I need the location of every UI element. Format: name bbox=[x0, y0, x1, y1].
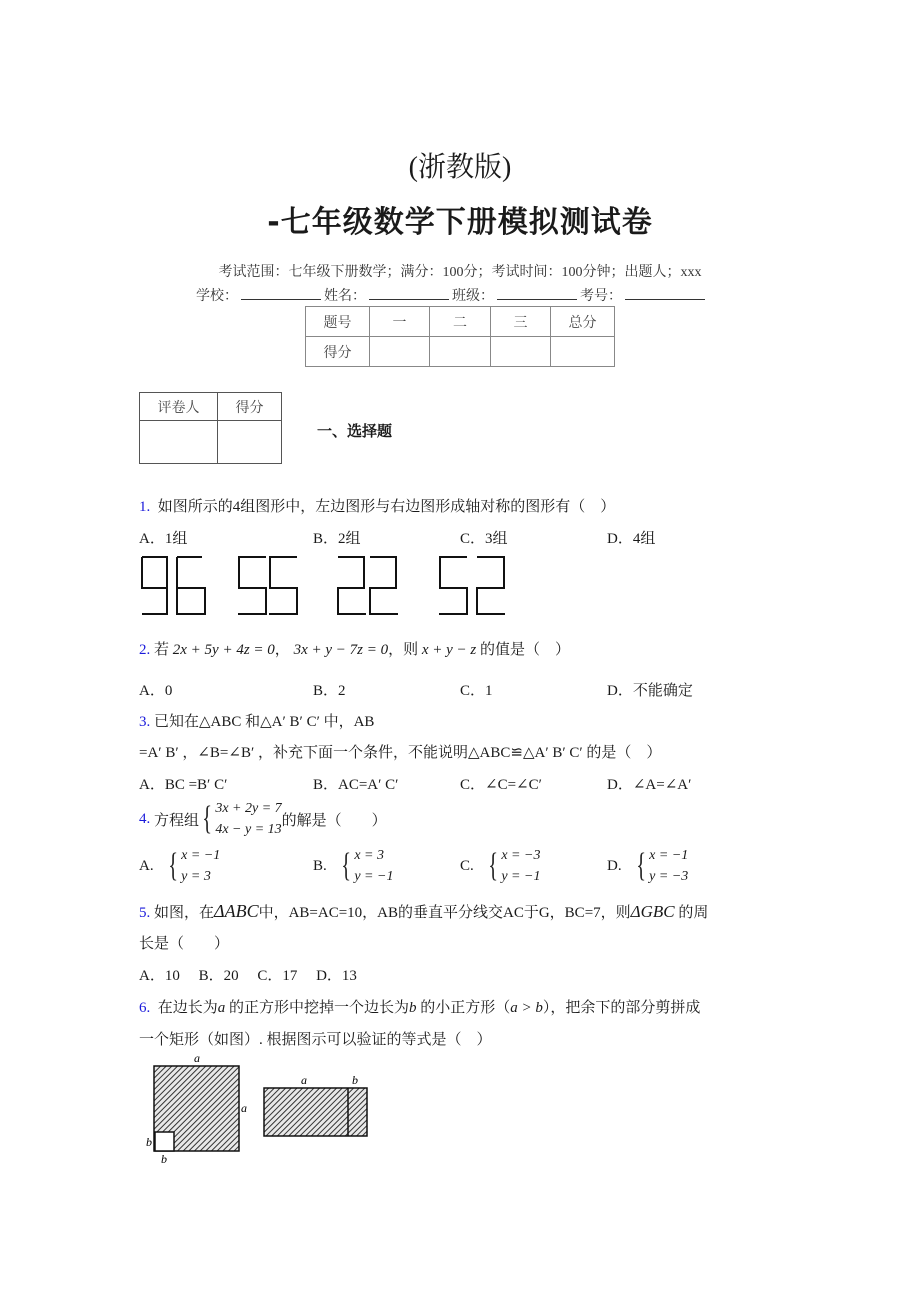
question-number: 1. bbox=[139, 499, 151, 515]
option-label: C. bbox=[460, 857, 474, 874]
left-brace-icon: { bbox=[636, 847, 646, 884]
q4-option-b[interactable] bbox=[313, 845, 393, 887]
question-text: 已知在△ABC 和△A′ B′ C′ 中，AB bbox=[154, 714, 375, 730]
score-header-cell: 题号 bbox=[306, 307, 370, 337]
question-text: 的解是（ ） bbox=[281, 812, 387, 829]
label-b-left: b bbox=[146, 1135, 152, 1149]
solution-x: x = −3 bbox=[501, 848, 541, 863]
class-blank[interactable] bbox=[497, 285, 577, 300]
solution-x: x = −1 bbox=[649, 848, 689, 863]
equation-2: 3x + y − 7z = 0 bbox=[293, 642, 389, 658]
solution-x: x = 3 bbox=[354, 848, 385, 863]
q3-option-b[interactable]: B．AC=A′ C′ bbox=[313, 777, 399, 793]
q2-option-d[interactable]: D．不能确定 bbox=[607, 683, 693, 699]
question-number: 4. bbox=[139, 810, 151, 827]
question-text: 如图所示的4组图形中，左边图形与右边图形成轴对称的图形有（ ） bbox=[157, 499, 616, 515]
label-a: a bbox=[301, 1073, 307, 1087]
question-text: 的小正方形（ bbox=[420, 1000, 511, 1016]
question-number: 3. bbox=[139, 714, 151, 730]
score-cell[interactable] bbox=[551, 337, 615, 367]
school-blank[interactable] bbox=[241, 285, 321, 300]
q6-figure bbox=[140, 1052, 380, 1167]
question-4 bbox=[139, 798, 387, 840]
score-cell[interactable] bbox=[430, 337, 491, 367]
solution-y: y = 3 bbox=[181, 869, 211, 884]
separator: ， bbox=[274, 642, 290, 658]
label-a-top: a bbox=[194, 1052, 200, 1065]
figure-pair-22 bbox=[338, 557, 398, 614]
left-brace-icon: { bbox=[202, 800, 213, 837]
glyph-2 bbox=[338, 557, 366, 614]
question-3-line-2: =A′ B′ ，∠B=∠B′ ，补充下面一个条件，不能说明△ABC≌△A′ B′ C′ 的是（ ） bbox=[139, 745, 662, 761]
glyph-2 bbox=[370, 557, 398, 614]
question-number: 6. bbox=[139, 1000, 151, 1016]
left-brace-icon: { bbox=[488, 847, 499, 884]
question-number: 5. bbox=[139, 905, 151, 921]
question-text: 方程组 bbox=[154, 812, 200, 829]
question-6 bbox=[139, 996, 700, 1017]
q5-options[interactable]: A．10 B．20 C．17 D．13 bbox=[139, 968, 357, 984]
expression: x + y − z bbox=[421, 642, 477, 658]
q2-option-a[interactable]: A．0 bbox=[139, 683, 173, 699]
solution-y: y = −1 bbox=[354, 869, 394, 884]
question-text: ，则 bbox=[388, 642, 419, 658]
grader-cell[interactable] bbox=[218, 421, 282, 464]
exam-number-label: 考号： bbox=[580, 289, 622, 304]
system-equation-1: 3x + 2y = 7 bbox=[215, 801, 282, 816]
grader-header-cell: 得分 bbox=[218, 393, 282, 421]
q2-option-c[interactable]: C．1 bbox=[460, 683, 493, 699]
solution-y: y = −1 bbox=[501, 869, 541, 884]
q4-option-c[interactable] bbox=[460, 845, 540, 887]
question-text: 的值是（ ） bbox=[480, 642, 571, 658]
score-header-cell: 二 bbox=[430, 307, 491, 337]
left-brace-icon: { bbox=[168, 847, 178, 884]
grader-header-cell: 评卷人 bbox=[140, 393, 218, 421]
q1-option-a[interactable]: A．1组 bbox=[139, 531, 188, 547]
grader-cell[interactable] bbox=[140, 421, 218, 464]
glyph-5 bbox=[439, 557, 467, 614]
exam-info-line: 考试范围：七年级下册数学；满分：100分；考试时间：100分钟；出题人；xxx bbox=[218, 265, 702, 280]
question-number: 2. bbox=[139, 642, 151, 658]
system-equation-2: 4x − y = 13 bbox=[215, 822, 282, 837]
question-5 bbox=[139, 901, 708, 922]
q4-option-d[interactable] bbox=[607, 845, 688, 887]
score-header-cell: 三 bbox=[491, 307, 551, 337]
glyph-2 bbox=[477, 557, 505, 614]
exam-number-blank[interactable] bbox=[625, 285, 705, 300]
question-2 bbox=[139, 638, 570, 659]
question-6-line-2: 一个矩形（如图）. 根据图示可以验证的等式是（ ） bbox=[139, 1032, 492, 1048]
q1-option-c[interactable]: C．3组 bbox=[460, 531, 508, 547]
question-5-line-2: 长是（ ） bbox=[139, 936, 230, 952]
score-cell[interactable] bbox=[491, 337, 551, 367]
label-b: b bbox=[352, 1073, 358, 1087]
glyph-5 bbox=[238, 557, 266, 614]
triangle-gbc: ΔGBC bbox=[630, 902, 675, 921]
school-label: 学校： bbox=[196, 289, 238, 304]
option-label: B. bbox=[313, 857, 327, 874]
question-text: 中，AB=AC=10，AB的垂直平分线交AC于G，BC=7，则 bbox=[258, 905, 631, 921]
question-text: 的正方形中挖掉一个边长为 bbox=[229, 1000, 410, 1016]
figure-pair-52 bbox=[439, 557, 505, 614]
rearranged-rectangle bbox=[264, 1073, 367, 1136]
condition: a > b bbox=[510, 1000, 543, 1016]
left-brace-icon: { bbox=[341, 847, 352, 884]
question-text: 在边长为 bbox=[157, 1000, 218, 1016]
name-label: 姓名： bbox=[324, 289, 366, 304]
student-fields bbox=[196, 285, 708, 305]
exam-title: -七年级数学下册模拟测试卷 bbox=[267, 205, 653, 240]
question-text: 若 bbox=[154, 642, 170, 658]
q4-option-a[interactable] bbox=[139, 845, 220, 887]
score-table bbox=[305, 306, 615, 367]
solution-x: x = −1 bbox=[181, 848, 221, 863]
square-with-cutout bbox=[146, 1052, 247, 1166]
figure-pair-96 bbox=[142, 557, 205, 614]
equation-system bbox=[199, 798, 282, 840]
question-text: ），把余下的部分剪拼成 bbox=[542, 1000, 701, 1016]
variable-b: b bbox=[409, 1000, 417, 1016]
class-label: 班级： bbox=[452, 289, 494, 304]
q3-option-a[interactable]: A．BC =B′ C′ bbox=[139, 777, 228, 793]
equation-1: 2x + 5y + 4z = 0 bbox=[172, 642, 275, 658]
q3-option-d[interactable]: D．∠A=∠A′ bbox=[607, 777, 692, 793]
q1-option-d[interactable]: D．4组 bbox=[607, 531, 656, 547]
section-title: 一、选择题 bbox=[317, 422, 393, 440]
score-header-cell: 总分 bbox=[551, 307, 615, 337]
question-3 bbox=[139, 710, 374, 731]
score-cell[interactable] bbox=[370, 337, 430, 367]
name-blank[interactable] bbox=[369, 285, 449, 300]
question-text: 的周 bbox=[678, 905, 709, 921]
q1-option-b[interactable]: B．2组 bbox=[313, 531, 361, 547]
question-1 bbox=[139, 495, 615, 516]
score-row-label: 得分 bbox=[306, 337, 370, 367]
option-label: A. bbox=[139, 857, 154, 874]
label-a-right: a bbox=[241, 1101, 247, 1115]
score-header-cell: 一 bbox=[370, 307, 430, 337]
exam-edition-subtitle: (浙教版) bbox=[408, 152, 512, 183]
label-b-bottom: b bbox=[161, 1152, 167, 1166]
grader-table bbox=[139, 392, 282, 464]
q2-option-b[interactable]: B．2 bbox=[313, 683, 346, 699]
q3-option-c[interactable]: C．∠C=∠C′ bbox=[460, 777, 542, 793]
figure-pair-55 bbox=[238, 557, 297, 614]
triangle-abc: ΔABC bbox=[214, 901, 259, 921]
glyph-6 bbox=[177, 557, 205, 614]
variable-a: a bbox=[217, 1000, 226, 1016]
q1-figure bbox=[140, 555, 520, 620]
question-text: 如图，在 bbox=[154, 905, 215, 921]
glyph-9 bbox=[142, 557, 167, 614]
solution-y: y = −3 bbox=[649, 869, 689, 884]
glyph-5 bbox=[269, 557, 297, 614]
option-label: D. bbox=[607, 857, 622, 874]
